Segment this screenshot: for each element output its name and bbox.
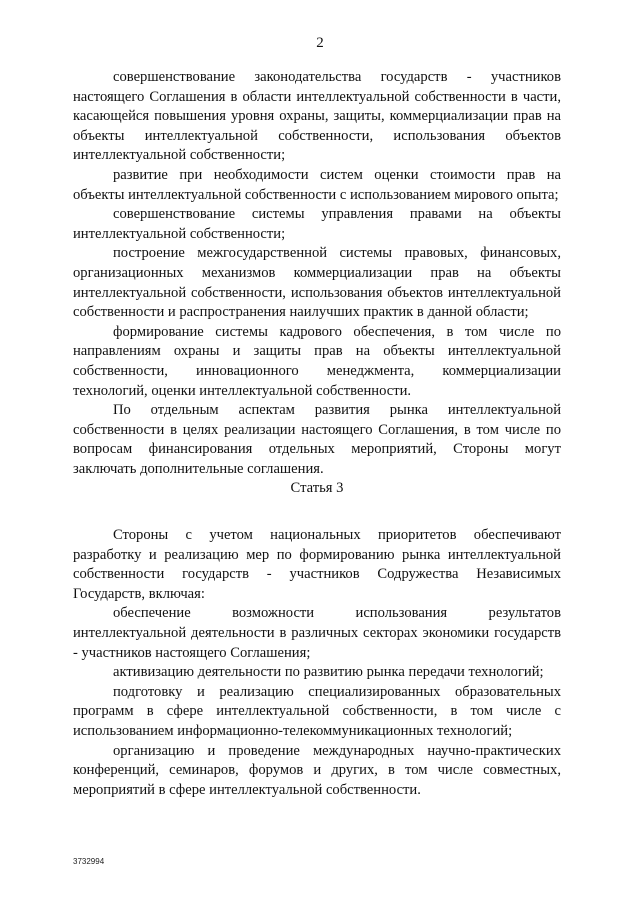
article-heading: Статья 3: [290, 480, 344, 497]
paragraph: совершенствование законодательства государств - участников настоящего Соглашения в области интеллектуальной собственности в части, касающейся повышения уровня охраны, защиты, коммерциализации прав на объекты интеллектуальной собственности, использования объектов интеллектуальной собственности;: [73, 69, 561, 164]
paragraph: подготовку и реализацию специализированных образовательных программ в сфере интеллектуальной собственности, в том числе с использованием информационно-телекоммуникационных технологий;: [73, 683, 561, 739]
paragraph: совершенствование системы управления правами на объекты интеллектуальной собственности;: [73, 206, 561, 242]
paragraph: обеспечение возможности использования результатов интеллектуальной деятельности в различных секторах экономики государств - участников настоящего Соглашения;: [73, 605, 561, 661]
paragraph: формирование системы кадрового обеспечения, в том числе по направлениям охраны и защиты прав на объекты интеллектуальной собственности, инновационного менеджмента, коммерциализации технологий, оценки интеллектуальной собственности.: [73, 323, 561, 399]
paragraph: По отдельным аспектам развития рынка интеллектуальной собственности в целях реализации настоящего Соглашения, в том числе по вопросам финансирования отдельных мероприятий, Стороны могут заключать дополнительные соглашения.: [73, 402, 561, 477]
page-number: 2: [316, 35, 324, 51]
paragraph: развитие при необходимости систем оценки стоимости прав на объекты интеллектуальной собственности с использованием мирового опыта;: [73, 166, 561, 203]
paragraph: организацию и проведение международных научно-практических конференций, семинаров, форумов и других, в том числе совместных, мероприятий в сфере интеллектуальной собственности.: [73, 742, 561, 798]
paragraph: Стороны с учетом национальных приоритетов обеспечивают разработку и реализацию мер по формированию рынка интеллектуальной собственности государств - участников Содружества Независимых Государств, включая:: [73, 527, 561, 602]
paragraph: активизацию деятельности по развитию рынка передачи технологий;: [113, 664, 544, 681]
document-body: [73, 68, 561, 800]
document-code: 3732994: [73, 857, 105, 866]
paragraph: построение межгосударственной системы правовых, финансовых, организационных механизмов коммерциализации прав на объекты интеллектуальной собственности, использования объектов интеллектуальной собственности и распространения наилучших практик в данной области;: [73, 245, 561, 321]
